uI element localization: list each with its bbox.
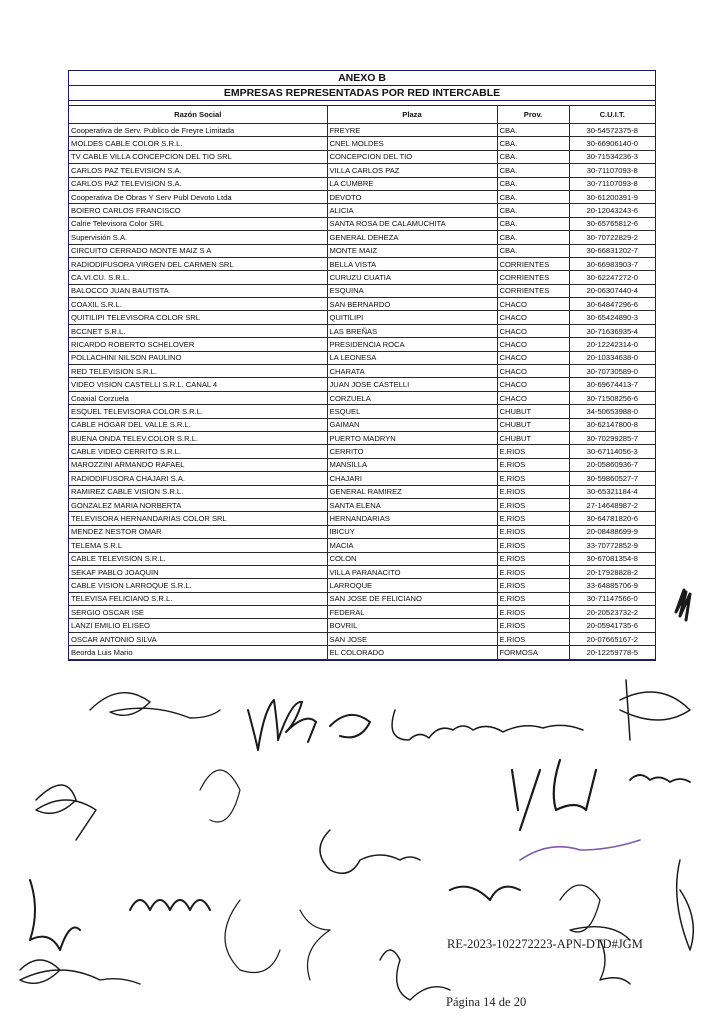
cell-razon-social: CARLOS PAZ TELEVISION S.A. (69, 177, 327, 190)
signature-mark (620, 680, 690, 740)
cell-cuit: 30-71107093-8 (569, 177, 655, 190)
cell-plaza: LA CUMBRE (327, 177, 497, 190)
cell-cuit: 20-10334638-0 (569, 351, 655, 364)
cell-cuit: 20-12043243-6 (569, 204, 655, 217)
cell-cuit: 20-12242314-0 (569, 338, 655, 351)
cell-provincia: FORMOSA (497, 646, 569, 659)
cell-provincia: E.RIOS (497, 498, 569, 511)
signature-mark (36, 785, 96, 840)
cell-plaza: CONCEPCION DEL TIO (327, 150, 497, 163)
cell-plaza: ALICIA (327, 204, 497, 217)
cell-cuit: 20-05860936-7 (569, 458, 655, 471)
cell-razon-social: TELEVISORA HERNANDARIAS COLOR SRL (69, 512, 327, 525)
cell-provincia: CBA. (497, 124, 569, 137)
cell-plaza: EL COLORADO (327, 646, 497, 659)
table-row (69, 391, 655, 404)
cell-plaza: GENERAL RAMIREZ (327, 485, 497, 498)
table-row (69, 512, 655, 525)
cell-provincia: CHACO (497, 338, 569, 351)
cell-razon-social: MENDEZ NESTOR OMAR (69, 525, 327, 538)
cell-cuit: 30-59860527-7 (569, 472, 655, 485)
cell-plaza: GENERAL DEHEZA (327, 231, 497, 244)
cell-provincia: CHUBUT (497, 431, 569, 444)
cell-razon-social: ESQUEL TELEVISORA COLOR S.R.L. (69, 405, 327, 418)
cell-provincia: CBA. (497, 177, 569, 190)
cell-provincia: E.RIOS (497, 565, 569, 578)
signature-mark (560, 885, 630, 940)
cell-plaza: SAN JOSE (327, 632, 497, 645)
cell-plaza: ESQUINA (327, 284, 497, 297)
cell-provincia: CORRIENTES (497, 271, 569, 284)
cell-plaza: SAN JOSE DE FELICIANO (327, 592, 497, 605)
cell-plaza: VILLA CARLOS PAZ (327, 164, 497, 177)
cell-cuit: 30-71107093-8 (569, 164, 655, 177)
table-row (69, 418, 655, 431)
cell-plaza: JUAN JOSE CASTELLI (327, 378, 497, 391)
column-header-cuit: C.U.I.T. (569, 106, 655, 124)
cell-cuit: 34-50653988-0 (569, 405, 655, 418)
cell-razon-social: CABLE HOGAR DEL VALLE S.R.L. (69, 418, 327, 431)
cell-plaza: FREYRE (327, 124, 497, 137)
cell-cuit: 30-54572375-8 (569, 124, 655, 137)
signature-mark (130, 900, 210, 910)
cell-razon-social: BOIERO CARLOS FRANCISCO (69, 204, 327, 217)
cell-razon-social: OSCAR ANTONIO SILVA (69, 632, 327, 645)
cell-plaza: MONTE MAIZ (327, 244, 497, 257)
cell-razon-social: BALOCCO JUAN BAUTISTA (69, 284, 327, 297)
table-row (69, 472, 655, 485)
table-header-row (69, 106, 655, 124)
table-row (69, 324, 655, 337)
cell-cuit: 20-12259778-5 (569, 646, 655, 659)
cell-plaza: PRESIDENCIA ROCA (327, 338, 497, 351)
cell-cuit: 20-08488699-9 (569, 525, 655, 538)
table-row (69, 338, 655, 351)
table-row (69, 177, 655, 190)
cell-cuit: 30-70299285-7 (569, 431, 655, 444)
cell-provincia: E.RIOS (497, 539, 569, 552)
table-row (69, 365, 655, 378)
cell-provincia: CHACO (497, 298, 569, 311)
signature-mark (677, 860, 694, 950)
cell-cuit: 30-71508256-6 (569, 391, 655, 404)
cell-plaza: GAIMAN (327, 418, 497, 431)
cell-razon-social: GONZALEZ MARIA NORBERTA (69, 498, 327, 511)
table-row (69, 204, 655, 217)
table-row (69, 431, 655, 444)
cell-plaza: CHAJARI (327, 472, 497, 485)
table-row (69, 351, 655, 364)
cell-provincia: E.RIOS (497, 606, 569, 619)
cell-razon-social: SERGIO OSCAR ISE (69, 606, 327, 619)
cell-razon-social: BUENA ONDA TELEV.COLOR S.R.L. (69, 431, 327, 444)
cell-provincia: E.RIOS (497, 552, 569, 565)
cell-cuit: 30-66983903-7 (569, 257, 655, 270)
table-row (69, 525, 655, 538)
cell-plaza: MACIA (327, 539, 497, 552)
cell-cuit: 33-64885706-9 (569, 579, 655, 592)
cell-cuit: 30-71534236-3 (569, 150, 655, 163)
cell-razon-social: MAROZZINI ARMANDO RAFAEL (69, 458, 327, 471)
cell-plaza: BELLA VISTA (327, 257, 497, 270)
signature-mark (90, 693, 220, 718)
cell-provincia: CORRIENTES (497, 257, 569, 270)
table-row (69, 284, 655, 297)
cell-razon-social: VIDEO VISION CASTELLI S.R.L. CANAL 4 (69, 378, 327, 391)
signature-mark (225, 900, 280, 973)
table-row (69, 190, 655, 203)
cell-plaza: QUITILIPI (327, 311, 497, 324)
signature-mark (512, 760, 596, 830)
cell-razon-social: CABLE VISION LARROQUE S.R.L. (69, 579, 327, 592)
cell-provincia: CBA. (497, 244, 569, 257)
signature-mark (200, 770, 240, 822)
cell-razon-social: MOLDES CABLE COLOR S.R.L. (69, 137, 327, 150)
table-row (69, 298, 655, 311)
table-row (69, 137, 655, 150)
table-row (69, 485, 655, 498)
cell-razon-social: CABLE TELEVISION S.R.L. (69, 552, 327, 565)
cell-plaza: LARROQUE (327, 579, 497, 592)
cell-plaza: IBICUY (327, 525, 497, 538)
cell-provincia: CHACO (497, 351, 569, 364)
cell-cuit: 30-66831202-7 (569, 244, 655, 257)
cell-razon-social: QUITILIPI TELEVISORA COLOR SRL (69, 311, 327, 324)
cell-provincia: E.RIOS (497, 445, 569, 458)
table-row (69, 378, 655, 391)
cell-provincia: CORRIENTES (497, 284, 569, 297)
cell-cuit: 30-66906140-0 (569, 137, 655, 150)
cell-provincia: CHACO (497, 324, 569, 337)
cell-razon-social: BCCNET S.R.L. (69, 324, 327, 337)
cell-cuit: 30-62147800-8 (569, 418, 655, 431)
cell-razon-social: CA.VI.CU. S.R.L. (69, 271, 327, 284)
cell-provincia: CBA. (497, 150, 569, 163)
signature-mark (630, 775, 690, 782)
table-row (69, 271, 655, 284)
cell-provincia: CHUBUT (497, 418, 569, 431)
cell-plaza: DEVOTO (327, 190, 497, 203)
table-row (69, 458, 655, 471)
cell-razon-social: Coaxial Corzuela (69, 391, 327, 404)
cell-provincia: E.RIOS (497, 525, 569, 538)
cell-razon-social: Supervisión S.A. (69, 231, 327, 244)
cell-provincia: CHACO (497, 378, 569, 391)
cell-provincia: E.RIOS (497, 579, 569, 592)
cell-cuit: 30-69674413-7 (569, 378, 655, 391)
cell-plaza: CNEL MOLDES (327, 137, 497, 150)
cell-razon-social: SEKAF PABLO JOAQUIN (69, 565, 327, 578)
cell-cuit: 30-64847296-6 (569, 298, 655, 311)
cell-provincia: CBA. (497, 217, 569, 230)
cell-cuit: 30-62247272-0 (569, 271, 655, 284)
cell-provincia: CBA. (497, 231, 569, 244)
cell-cuit: 30-70730589-0 (569, 365, 655, 378)
cell-plaza: SANTA ELENA (327, 498, 497, 511)
cell-provincia: CHACO (497, 391, 569, 404)
cell-cuit: 30-71147566-0 (569, 592, 655, 605)
table-row (69, 164, 655, 177)
document-id-stamp: RE-2023-102272223-APN-DTD#JGM (447, 937, 643, 951)
cell-plaza: CHARATA (327, 365, 497, 378)
signature-mark (380, 950, 450, 1000)
cell-cuit: 30-65321184-4 (569, 485, 655, 498)
signature-mark (450, 887, 520, 900)
cell-cuit: 33-70772852-9 (569, 539, 655, 552)
page-number: Página 14 de 20 (446, 995, 527, 1009)
cell-razon-social: CABLE VIDEO CERRITO S.R.L. (69, 445, 327, 458)
cell-razon-social: POLLACHINI NILSON PAULINO (69, 351, 327, 364)
cell-provincia: E.RIOS (497, 592, 569, 605)
table-row (69, 445, 655, 458)
cell-cuit: 30-61200391-9 (569, 190, 655, 203)
cell-razon-social: RAMIREZ CABLE VISION S.R.L. (69, 485, 327, 498)
cell-provincia: E.RIOS (497, 619, 569, 632)
cell-plaza: ESQUEL (327, 405, 497, 418)
cell-plaza: COLON (327, 552, 497, 565)
cell-razon-social: LANZI EMILIO ELISEO (69, 619, 327, 632)
cell-plaza: SAN BERNARDO (327, 298, 497, 311)
signature-mark (320, 830, 420, 873)
cell-razon-social: TV CABLE VILLA CONCEPCION DEL TIO SRL (69, 150, 327, 163)
cell-plaza: LAS BREÑAS (327, 324, 497, 337)
cell-razon-social: COAXIL S.R.L. (69, 298, 327, 311)
table-row (69, 257, 655, 270)
cell-razon-social: RICARDO ROBERTO SCHELOVER (69, 338, 327, 351)
cell-plaza: CURUZU CUATIA (327, 271, 497, 284)
cell-plaza: LA LEONESA (327, 351, 497, 364)
cell-provincia: CBA. (497, 137, 569, 150)
signature-mark (30, 880, 80, 950)
cell-cuit: 20-20523732-2 (569, 606, 655, 619)
cell-cuit: 30-71636935-4 (569, 324, 655, 337)
column-header-provincia: Prov. (497, 106, 569, 124)
cell-plaza: BOVRIL (327, 619, 497, 632)
signature-mark (330, 715, 370, 737)
table-row (69, 539, 655, 552)
signature-mark (392, 710, 583, 740)
table-row (69, 217, 655, 230)
cell-cuit: 20-17928828-2 (569, 565, 655, 578)
cell-razon-social: RED TELEVISION S.R.L. (69, 365, 327, 378)
cell-provincia: CBA. (497, 164, 569, 177)
table-row (69, 311, 655, 324)
cell-provincia: E.RIOS (497, 458, 569, 471)
annex-subtitle: EMPRESAS REPRESENTADAS POR RED INTERCABLE (69, 86, 655, 101)
cell-razon-social: Calrie Televisora Color SRL (69, 217, 327, 230)
cell-plaza: HERNANDARIAS (327, 512, 497, 525)
cell-plaza: MANSILLA (327, 458, 497, 471)
cell-cuit: 20-05941735-6 (569, 619, 655, 632)
cell-razon-social: TELEVISA FELICIANO S.R.L. (69, 592, 327, 605)
cell-provincia: CHACO (497, 311, 569, 324)
cell-provincia: CHACO (497, 365, 569, 378)
cell-plaza: SANTA ROSA DE CALAMUCHITA (327, 217, 497, 230)
cell-cuit: 30-65765812-6 (569, 217, 655, 230)
cell-plaza: CERRITO (327, 445, 497, 458)
table-row (69, 244, 655, 257)
cell-razon-social: Cooperativa De Obras Y Serv Publ Devoto Ltda (69, 190, 327, 203)
table-row (69, 231, 655, 244)
column-header-razon-social: Razón Social (69, 106, 327, 124)
cell-cuit: 30-70722829-2 (569, 231, 655, 244)
cell-razon-social: Cooperativa de Serv. Publico de Freyre Limitada (69, 124, 327, 137)
cell-plaza: CORZUELA (327, 391, 497, 404)
cell-cuit: 30-65424890-3 (569, 311, 655, 324)
cell-razon-social: RADIODIFUSORA CHAJARI S.A. (69, 472, 327, 485)
cell-razon-social: Beorda Luis Mario (69, 646, 327, 659)
signature-mark (20, 960, 140, 984)
column-header-plaza: Plaza (327, 106, 497, 124)
cell-cuit: 27-14648987-2 (569, 498, 655, 511)
cell-provincia: E.RIOS (497, 485, 569, 498)
signature-mark (300, 910, 330, 980)
cell-provincia: E.RIOS (497, 512, 569, 525)
cell-cuit: 20-07665167-2 (569, 632, 655, 645)
signatures-area (0, 560, 724, 1024)
cell-provincia: E.RIOS (497, 632, 569, 645)
signature-mark (248, 700, 316, 750)
table-row (69, 150, 655, 163)
cell-plaza: VILLA PARANACITO (327, 565, 497, 578)
cell-cuit: 30-67114056-3 (569, 445, 655, 458)
cell-provincia: CHUBUT (497, 405, 569, 418)
cell-provincia: CBA. (497, 190, 569, 203)
cell-plaza: FEDERAL (327, 606, 497, 619)
cell-provincia: E.RIOS (497, 472, 569, 485)
cell-razon-social: TELEMA S.R.L (69, 539, 327, 552)
signature-mark (676, 590, 690, 620)
cell-provincia: CBA. (497, 204, 569, 217)
cell-razon-social: CIRCUITO CERRADO MONTE MAIZ S A (69, 244, 327, 257)
cell-cuit: 30-64781820-6 (569, 512, 655, 525)
table-row (69, 498, 655, 511)
cell-razon-social: CARLOS PAZ TELEVISION S.A. (69, 164, 327, 177)
annex-title: ANEXO B (69, 71, 655, 86)
cell-cuit: 20-06307440-4 (569, 284, 655, 297)
signature-mark (520, 840, 640, 860)
cell-cuit: 30-67081354-8 (569, 552, 655, 565)
cell-plaza: PUERTO MADRYN (327, 431, 497, 444)
table-row (69, 405, 655, 418)
table-row (69, 124, 655, 137)
cell-razon-social: RADIODIFUSORA VIRGEN DEL CARMEN SRL (69, 257, 327, 270)
